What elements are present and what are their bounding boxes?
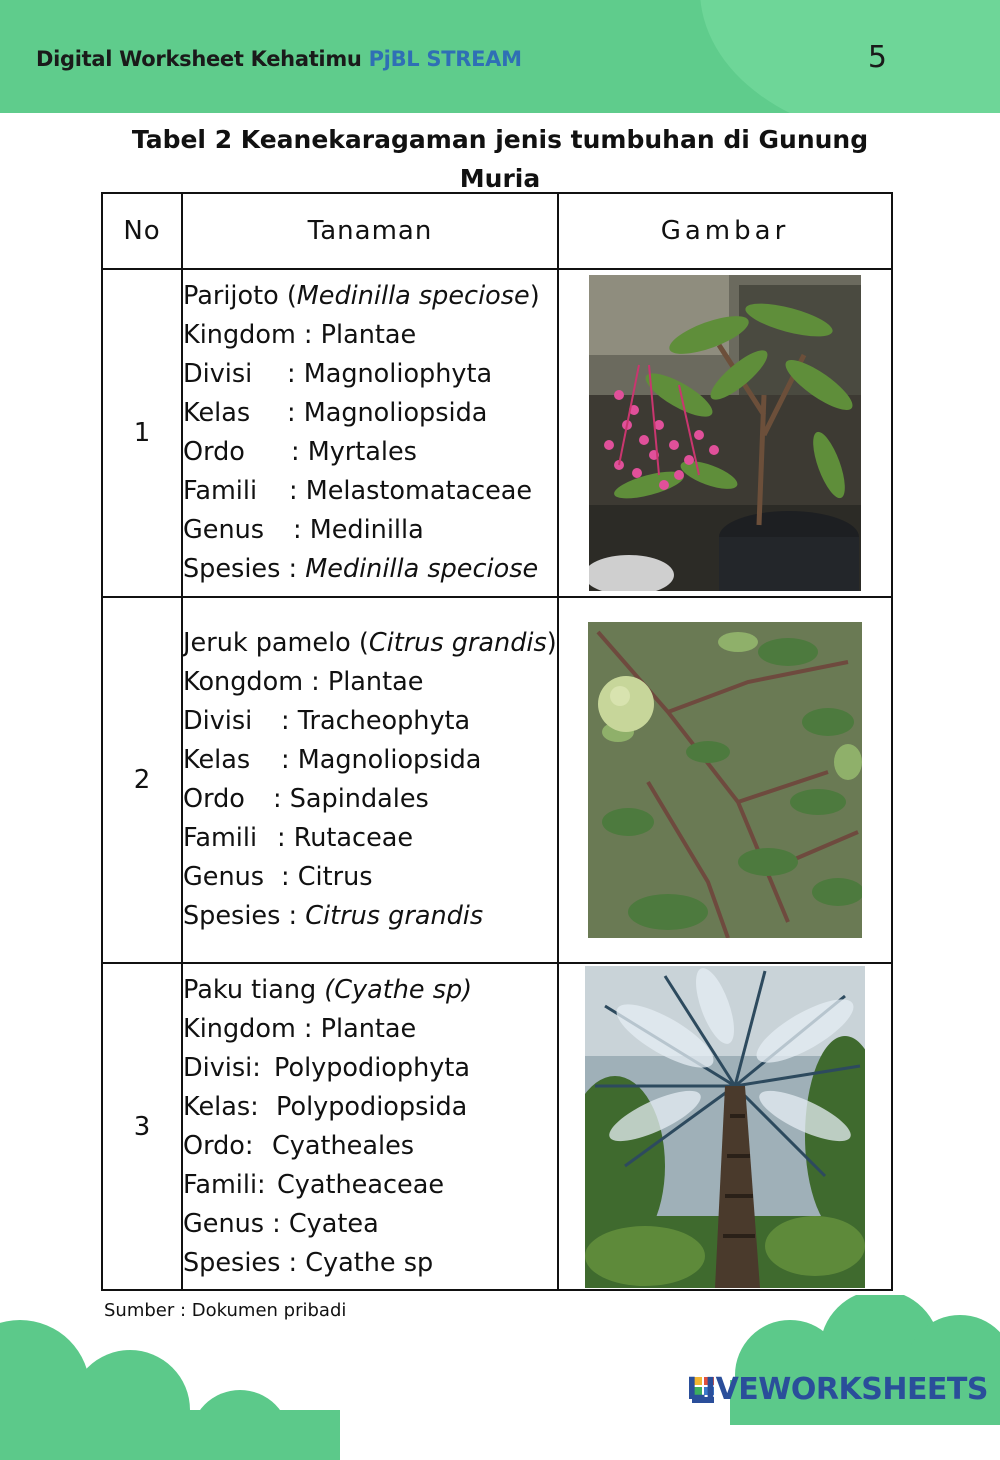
taxon-line: [183, 1088, 557, 1127]
taxon-value: : Sapindales: [273, 784, 429, 814]
taxon-line: [183, 1049, 557, 1088]
taxon-value: : Magnoliopsida: [287, 398, 488, 428]
taxon-label: Divisi: [183, 359, 253, 389]
taxon-line: [183, 858, 557, 897]
taxon-line: [183, 316, 557, 355]
worksheet-title: [36, 47, 522, 71]
taxon-label: Genus: [183, 1208, 265, 1239]
plant-image-cell: [558, 597, 892, 963]
plant-image-cell: [558, 963, 892, 1290]
parijoto-photo: [589, 275, 861, 591]
taxon-label: Famili: [183, 823, 258, 853]
plant-common-name: Jeruk pamelo (: [183, 628, 369, 658]
plant-description: [182, 963, 558, 1290]
taxon-label: Ordo:: [183, 1130, 254, 1161]
species-line: [183, 1244, 557, 1283]
taxon-label: Famili:: [183, 1169, 266, 1200]
taxon-value: : Plantae: [303, 320, 417, 350]
taxon-line: [183, 1205, 557, 1244]
plant-name: [183, 624, 557, 663]
taxon-value: : Plantae: [303, 1013, 417, 1044]
table-row: [102, 963, 892, 1290]
species-label: Spesies :: [183, 554, 306, 584]
taxon-value: : Plantae: [311, 667, 424, 697]
taxon-line: [183, 780, 557, 819]
row-number: 1: [102, 269, 182, 597]
plant-description: [182, 269, 558, 597]
plant-scientific-name: (Cyathe sp): [324, 974, 473, 1005]
taxon-label: Genus: [183, 515, 265, 545]
species-value: Medinilla speciose: [305, 554, 539, 584]
plant-diversity-table: [101, 192, 893, 1291]
taxon-value: : Cyatea: [272, 1208, 379, 1239]
taxon-value: : Citrus: [281, 862, 373, 892]
taxon-label: Kelas: [183, 745, 251, 775]
taxon-line: [183, 1010, 557, 1049]
taxon-value: : Medinilla: [293, 515, 424, 545]
page-header: [0, 0, 1000, 113]
plant-common-name: Paku tiang: [183, 974, 325, 1005]
taxon-label: Famili: [183, 476, 258, 506]
taxon-line: [183, 663, 557, 702]
taxon-value: : Myrtales: [291, 437, 417, 467]
row-number: 2: [102, 597, 182, 963]
plant-scientific-name: Medinilla speciose: [296, 281, 530, 311]
taxon-line: [183, 741, 557, 780]
taxon-value: : Magnoliopsida: [281, 745, 482, 775]
plant-name: [183, 277, 557, 316]
taxon-line: [183, 394, 557, 433]
species-value: Cyathe sp: [305, 1247, 434, 1278]
taxon-label: Divisi: [183, 706, 253, 736]
plant-name-close: ): [546, 628, 557, 658]
taxon-label: Kelas:: [183, 1091, 259, 1122]
table-header-row: [102, 193, 892, 269]
taxon-label: Ordo: [183, 437, 245, 467]
taxon-value: Cyatheales: [272, 1130, 415, 1161]
taxon-line: [183, 511, 557, 550]
taxon-value: : Rutaceae: [277, 823, 414, 853]
taxon-label: Kingdom: [183, 1013, 296, 1044]
species-line: [183, 550, 557, 589]
taxon-line: [183, 433, 557, 472]
species-label: Spesies :: [183, 901, 306, 931]
plant-name: [183, 971, 557, 1010]
taxon-label: Divisi:: [183, 1052, 261, 1083]
worksheet-title-accent: PjBL STREAM: [368, 47, 522, 71]
taxon-line: [183, 702, 557, 741]
plant-scientific-name: Citrus grandis: [368, 628, 547, 658]
table-caption: Tabel 2 Keanekaragaman jenis tumbuhan di Gunung Muria: [131, 125, 869, 193]
plant-name-close: ): [529, 281, 540, 311]
taxon-label: Ordo: [183, 784, 245, 814]
taxon-value: : Magnoliophyta: [287, 359, 493, 389]
taxon-value: Polypodiophyta: [274, 1052, 470, 1083]
header-gambar: Gambar: [558, 193, 892, 269]
header-tanaman: Tanaman: [182, 193, 558, 269]
tree-fern-photo: [585, 966, 865, 1288]
species-label: Spesies :: [183, 1247, 306, 1278]
plant-common-name: Parijoto (: [183, 281, 297, 311]
taxon-value: Cyatheaceae: [277, 1169, 445, 1200]
header-decoration: [700, 0, 1000, 113]
image-source-note: Sumber : Dokumen pribadi: [104, 1300, 347, 1321]
taxon-label: Genus: [183, 862, 265, 892]
taxon-value: : Melastomataceae: [289, 476, 533, 506]
taxon-line: [183, 1166, 557, 1205]
taxon-line: [183, 472, 557, 511]
table-row: [102, 597, 892, 963]
taxon-value: Polypodiopsida: [276, 1091, 468, 1122]
table-row: [102, 269, 892, 597]
footer-cloud-left: [0, 1300, 340, 1460]
worksheet-title-main: Digital Worksheet Kehatimu: [36, 47, 369, 71]
taxon-line: [183, 1127, 557, 1166]
taxon-label: Kongdom: [183, 667, 304, 697]
row-number: 3: [102, 963, 182, 1290]
species-line: [183, 897, 557, 936]
header-no: No: [102, 193, 182, 269]
taxon-label: Kingdom: [183, 320, 296, 350]
taxon-label: Kelas: [183, 398, 251, 428]
taxon-line: [183, 819, 557, 858]
plant-image-cell: [558, 269, 892, 597]
pomelo-photo: [588, 622, 862, 938]
plant-description: [182, 597, 558, 963]
page-number: 5: [867, 40, 887, 75]
liveworksheets-brand: LIVEWORKSHEETS: [686, 1372, 988, 1407]
taxon-line: [183, 355, 557, 394]
taxon-value: : Tracheophyta: [281, 706, 471, 736]
species-value: Citrus grandis: [305, 901, 484, 931]
